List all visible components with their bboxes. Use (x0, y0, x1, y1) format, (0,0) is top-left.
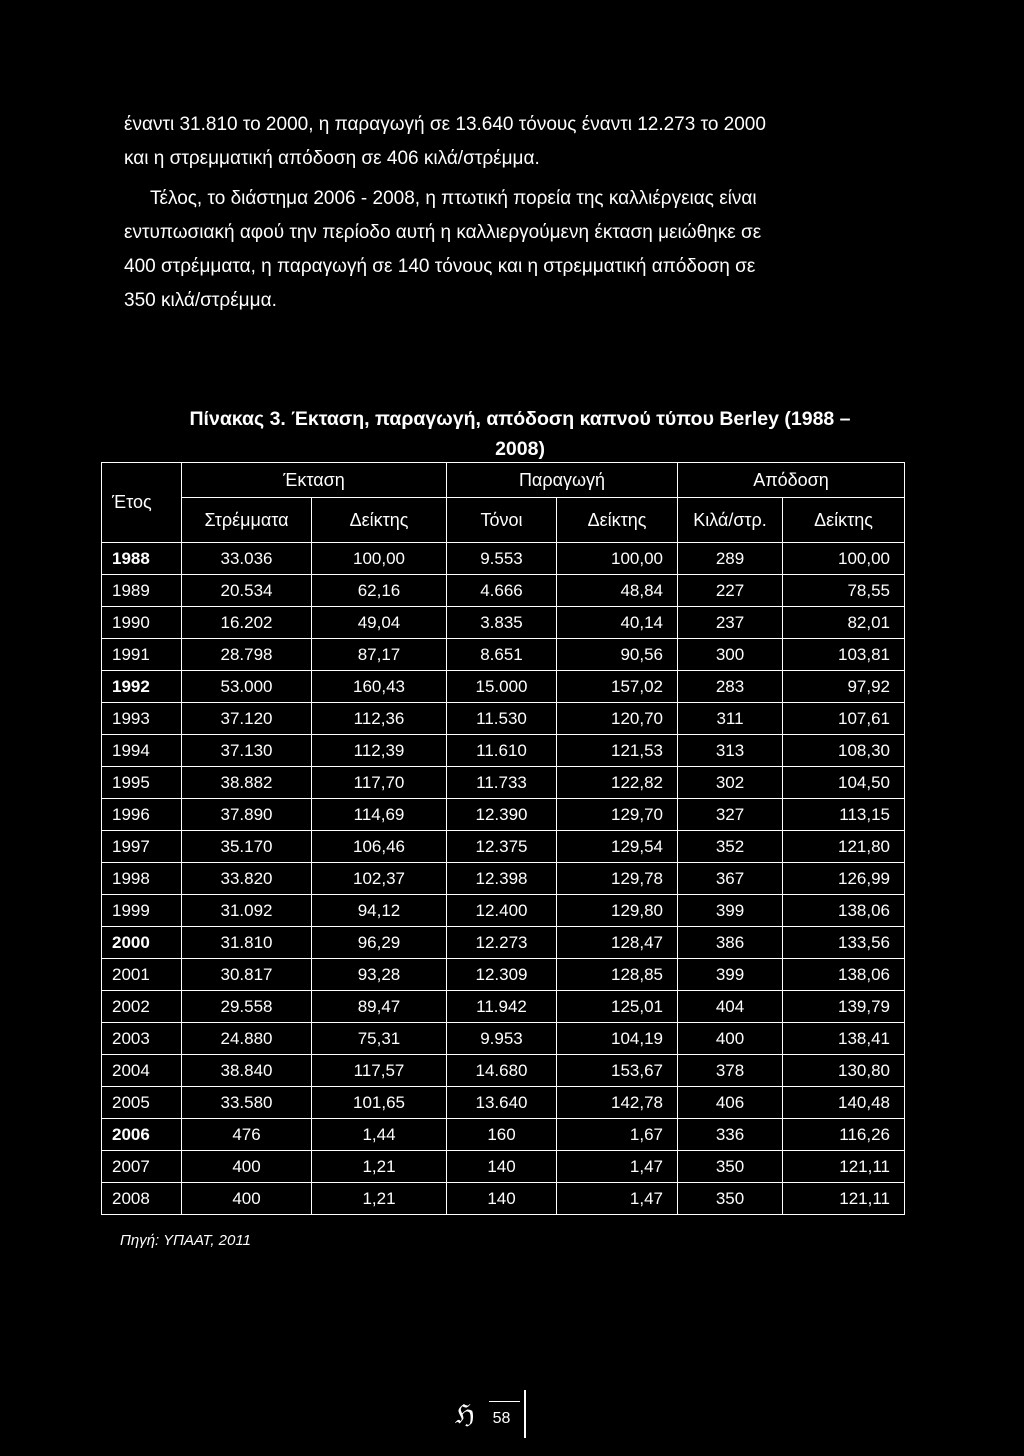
value-cell: 37.120 (182, 703, 312, 735)
value-cell: 100,00 (557, 543, 678, 575)
page-number: 58 (489, 1401, 521, 1428)
value-cell: 12.375 (447, 831, 557, 863)
value-cell: 128,85 (557, 959, 678, 991)
value-cell: 20.534 (182, 575, 312, 607)
year-cell: 2006 (102, 1119, 182, 1151)
value-cell: 227 (678, 575, 783, 607)
value-cell: 1,21 (312, 1183, 447, 1215)
value-cell: 9.953 (447, 1023, 557, 1055)
subheader-kg-per-stremma: Κιλά/στρ. (678, 498, 783, 543)
value-cell: 102,37 (312, 863, 447, 895)
value-cell: 386 (678, 927, 783, 959)
value-cell: 1,21 (312, 1151, 447, 1183)
value-cell: 350 (678, 1183, 783, 1215)
value-cell: 12.398 (447, 863, 557, 895)
value-cell: 138,06 (783, 895, 905, 927)
paragraph-line: 400 στρέμματα, η παραγωγή σε 140 τόνους και η στρεμματική απόδοση σε (124, 256, 756, 277)
value-cell: 31.092 (182, 895, 312, 927)
paragraph-2 (124, 182, 884, 318)
source-note: Πηγή: ΥΠΑΑΤ, 2011 (120, 1232, 251, 1249)
value-cell: 94,12 (312, 895, 447, 927)
year-header: Έτος (102, 463, 182, 543)
footer-logo-icon: ℌ (455, 1398, 475, 1429)
value-cell: 75,31 (312, 1023, 447, 1055)
year-cell: 1991 (102, 639, 182, 671)
year-cell: 1993 (102, 703, 182, 735)
paragraph-line: έναντι 31.810 το 2000, η παραγωγή σε 13.640 τόνους έναντι 12.273 το 2000 (124, 114, 766, 135)
data-table (101, 462, 905, 1215)
value-cell: 100,00 (783, 543, 905, 575)
value-cell: 476 (182, 1119, 312, 1151)
value-cell: 160,43 (312, 671, 447, 703)
value-cell: 35.170 (182, 831, 312, 863)
value-cell: 33.580 (182, 1087, 312, 1119)
value-cell: 103,81 (783, 639, 905, 671)
year-cell: 1992 (102, 671, 182, 703)
value-cell: 12.400 (447, 895, 557, 927)
value-cell: 1,67 (557, 1119, 678, 1151)
table-row (102, 1183, 905, 1215)
year-cell: 1999 (102, 895, 182, 927)
value-cell: 104,19 (557, 1023, 678, 1055)
value-cell: 37.890 (182, 799, 312, 831)
year-cell: 2001 (102, 959, 182, 991)
year-cell: 1988 (102, 543, 182, 575)
table-row (102, 831, 905, 863)
value-cell: 62,16 (312, 575, 447, 607)
value-cell: 128,47 (557, 927, 678, 959)
paragraph-line: εντυπωσιακή αφού την περίοδο αυτή η καλλιεργούμενη έκταση μειώθηκε σε (124, 222, 762, 243)
table-body (102, 543, 905, 1215)
value-cell: 121,53 (557, 735, 678, 767)
caption-line: Πίνακας 3. Έκταση, παραγωγή, απόδοση καπνού τύπου Berley (1988 – (189, 408, 851, 430)
value-cell: 140 (447, 1151, 557, 1183)
caption-line: 2008) (495, 438, 545, 460)
value-cell: 4.666 (447, 575, 557, 607)
group-header-yield: Απόδοση (678, 463, 905, 498)
table-row (102, 1087, 905, 1119)
paragraph-line: Τέλος, το διάστημα 2006 - 2008, η πτωτική πορεία της καλλιέργειας είναι (150, 188, 757, 209)
value-cell: 120,70 (557, 703, 678, 735)
year-cell: 2007 (102, 1151, 182, 1183)
paragraph-1 (124, 108, 884, 176)
value-cell: 1,44 (312, 1119, 447, 1151)
value-cell: 78,55 (783, 575, 905, 607)
value-cell: 129,78 (557, 863, 678, 895)
value-cell: 100,00 (312, 543, 447, 575)
year-cell: 1995 (102, 767, 182, 799)
value-cell: 13.640 (447, 1087, 557, 1119)
table-row (102, 1151, 905, 1183)
value-cell: 404 (678, 991, 783, 1023)
table-row (102, 671, 905, 703)
table-row (102, 991, 905, 1023)
value-cell: 114,69 (312, 799, 447, 831)
value-cell: 311 (678, 703, 783, 735)
value-cell: 121,80 (783, 831, 905, 863)
value-cell: 90,56 (557, 639, 678, 671)
value-cell: 104,50 (783, 767, 905, 799)
paragraph-line: 350 κιλά/στρέμμα. (124, 290, 277, 311)
value-cell: 122,82 (557, 767, 678, 799)
value-cell: 350 (678, 1151, 783, 1183)
value-cell: 82,01 (783, 607, 905, 639)
value-cell: 399 (678, 895, 783, 927)
value-cell: 117,57 (312, 1055, 447, 1087)
year-cell: 2004 (102, 1055, 182, 1087)
value-cell: 89,47 (312, 991, 447, 1023)
value-cell: 11.530 (447, 703, 557, 735)
subheader-index: Δείκτης (312, 498, 447, 543)
value-cell: 87,17 (312, 639, 447, 671)
table-row (102, 1023, 905, 1055)
value-cell: 125,01 (557, 991, 678, 1023)
year-cell: 2003 (102, 1023, 182, 1055)
value-cell: 93,28 (312, 959, 447, 991)
value-cell: 400 (678, 1023, 783, 1055)
year-cell: 1998 (102, 863, 182, 895)
value-cell: 48,84 (557, 575, 678, 607)
value-cell: 400 (182, 1183, 312, 1215)
value-cell: 108,30 (783, 735, 905, 767)
value-cell: 33.820 (182, 863, 312, 895)
value-cell: 302 (678, 767, 783, 799)
year-cell: 2005 (102, 1087, 182, 1119)
value-cell: 130,80 (783, 1055, 905, 1087)
value-cell: 140 (447, 1183, 557, 1215)
value-cell: 153,67 (557, 1055, 678, 1087)
year-cell: 1989 (102, 575, 182, 607)
value-cell: 116,26 (783, 1119, 905, 1151)
footer-divider (524, 1390, 526, 1438)
value-cell: 24.880 (182, 1023, 312, 1055)
table-row (102, 543, 905, 575)
value-cell: 16.202 (182, 607, 312, 639)
value-cell: 14.680 (447, 1055, 557, 1087)
year-cell: 1996 (102, 799, 182, 831)
value-cell: 399 (678, 959, 783, 991)
value-cell: 8.651 (447, 639, 557, 671)
table-row (102, 863, 905, 895)
value-cell: 113,15 (783, 799, 905, 831)
value-cell: 11.610 (447, 735, 557, 767)
value-cell: 133,56 (783, 927, 905, 959)
value-cell: 121,11 (783, 1151, 905, 1183)
value-cell: 3.835 (447, 607, 557, 639)
year-cell: 2008 (102, 1183, 182, 1215)
table-caption (120, 404, 920, 464)
table-row (102, 639, 905, 671)
group-header-area: Έκταση (182, 463, 447, 498)
value-cell: 129,54 (557, 831, 678, 863)
year-cell: 2002 (102, 991, 182, 1023)
page-footer (455, 1388, 526, 1440)
value-cell: 97,92 (783, 671, 905, 703)
value-cell: 140,48 (783, 1087, 905, 1119)
value-cell: 289 (678, 543, 783, 575)
value-cell: 352 (678, 831, 783, 863)
value-cell: 12.390 (447, 799, 557, 831)
value-cell: 139,79 (783, 991, 905, 1023)
value-cell: 283 (678, 671, 783, 703)
value-cell: 112,36 (312, 703, 447, 735)
value-cell: 12.309 (447, 959, 557, 991)
value-cell: 327 (678, 799, 783, 831)
value-cell: 138,06 (783, 959, 905, 991)
value-cell: 129,70 (557, 799, 678, 831)
value-cell: 38.840 (182, 1055, 312, 1087)
value-cell: 237 (678, 607, 783, 639)
value-cell: 11.942 (447, 991, 557, 1023)
value-cell: 1,47 (557, 1183, 678, 1215)
table-row (102, 799, 905, 831)
value-cell: 106,46 (312, 831, 447, 863)
subheader-stremmata: Στρέμματα (182, 498, 312, 543)
value-cell: 129,80 (557, 895, 678, 927)
table-row (102, 703, 905, 735)
value-cell: 30.817 (182, 959, 312, 991)
value-cell: 53.000 (182, 671, 312, 703)
table-row (102, 927, 905, 959)
year-cell: 1997 (102, 831, 182, 863)
value-cell: 28.798 (182, 639, 312, 671)
value-cell: 101,65 (312, 1087, 447, 1119)
value-cell: 96,29 (312, 927, 447, 959)
table-row (102, 575, 905, 607)
value-cell: 31.810 (182, 927, 312, 959)
value-cell: 406 (678, 1087, 783, 1119)
table-row (102, 735, 905, 767)
table-row (102, 607, 905, 639)
value-cell: 300 (678, 639, 783, 671)
value-cell: 15.000 (447, 671, 557, 703)
table-row (102, 1055, 905, 1087)
year-cell: 2000 (102, 927, 182, 959)
value-cell: 142,78 (557, 1087, 678, 1119)
subheader-index: Δείκτης (783, 498, 905, 543)
table-row (102, 1119, 905, 1151)
value-cell: 367 (678, 863, 783, 895)
value-cell: 126,99 (783, 863, 905, 895)
year-cell: 1994 (102, 735, 182, 767)
value-cell: 29.558 (182, 991, 312, 1023)
value-cell: 49,04 (312, 607, 447, 639)
value-cell: 37.130 (182, 735, 312, 767)
value-cell: 313 (678, 735, 783, 767)
subheader-tonnes: Τόνοι (447, 498, 557, 543)
value-cell: 157,02 (557, 671, 678, 703)
group-header-production: Παραγωγή (447, 463, 678, 498)
value-cell: 33.036 (182, 543, 312, 575)
value-cell: 121,11 (783, 1183, 905, 1215)
value-cell: 400 (182, 1151, 312, 1183)
value-cell: 117,70 (312, 767, 447, 799)
value-cell: 12.273 (447, 927, 557, 959)
value-cell: 160 (447, 1119, 557, 1151)
value-cell: 112,39 (312, 735, 447, 767)
year-cell: 1990 (102, 607, 182, 639)
table-row (102, 959, 905, 991)
value-cell: 9.553 (447, 543, 557, 575)
value-cell: 11.733 (447, 767, 557, 799)
value-cell: 378 (678, 1055, 783, 1087)
paragraph-line: και η στρεμματική απόδοση σε 406 κιλά/στρέμμα. (124, 148, 540, 169)
value-cell: 38.882 (182, 767, 312, 799)
value-cell: 336 (678, 1119, 783, 1151)
subheader-index: Δείκτης (557, 498, 678, 543)
table-row (102, 767, 905, 799)
data-table-container (101, 462, 904, 1215)
value-cell: 107,61 (783, 703, 905, 735)
value-cell: 138,41 (783, 1023, 905, 1055)
value-cell: 40,14 (557, 607, 678, 639)
table-row (102, 895, 905, 927)
value-cell: 1,47 (557, 1151, 678, 1183)
